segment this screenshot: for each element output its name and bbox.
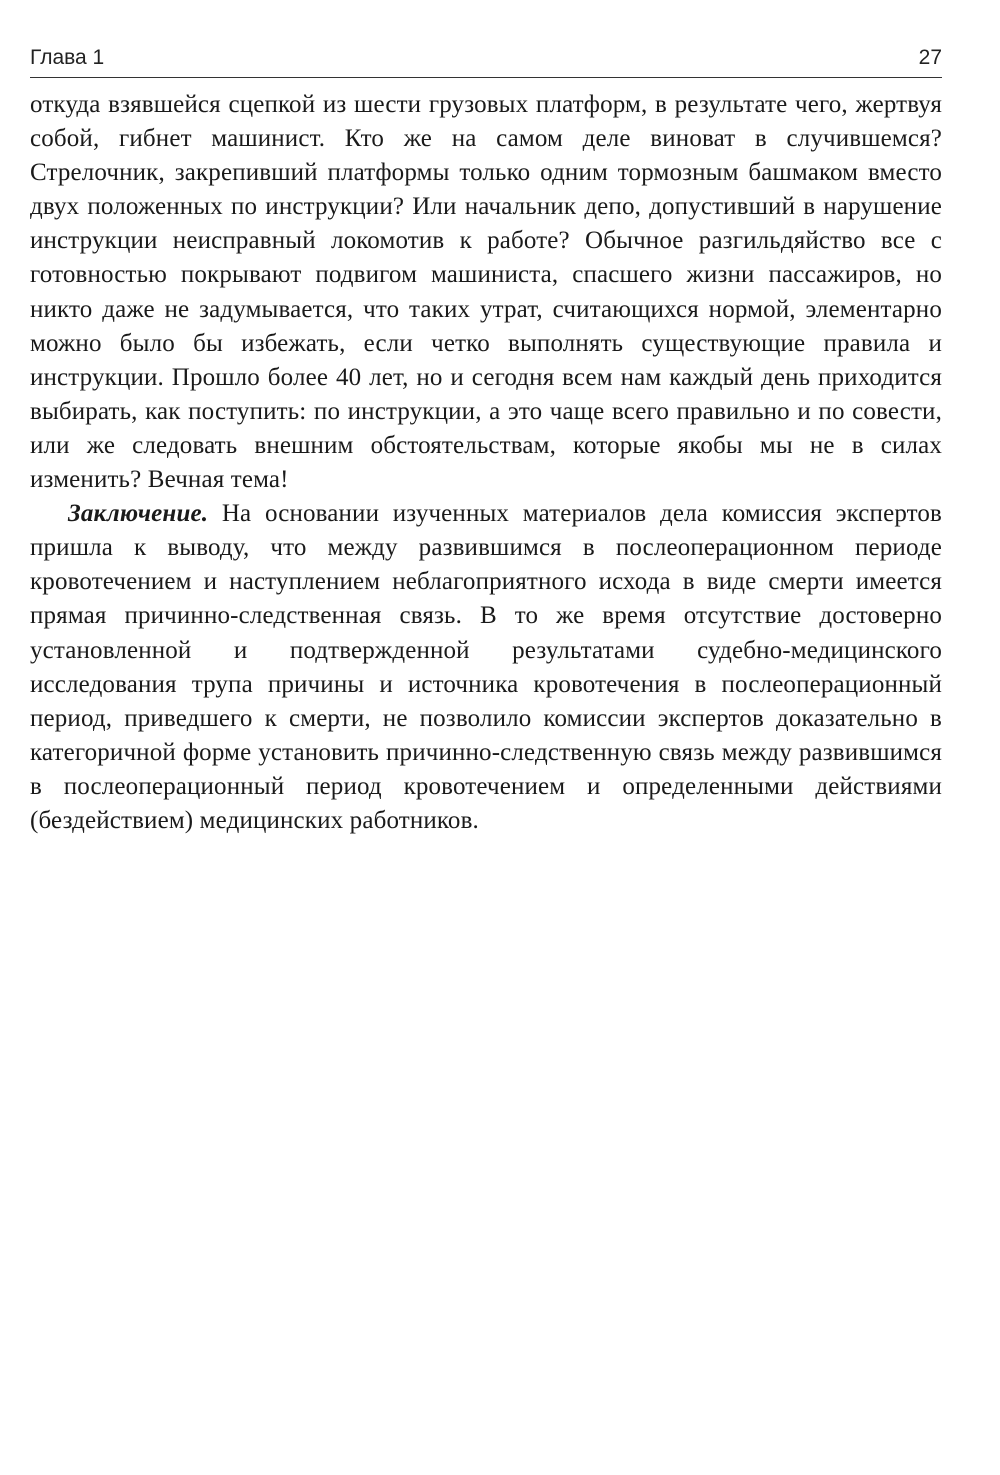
conclusion-label: Заключение. xyxy=(68,500,209,528)
header-divider xyxy=(30,77,942,78)
chapter-title: Глава 1 xyxy=(30,46,105,69)
running-head xyxy=(30,46,942,76)
paragraph-conclusion xyxy=(30,497,942,838)
page-body xyxy=(30,88,942,838)
page-number: 27 xyxy=(918,46,942,69)
paragraph-continued: откуда взявшейся сцепкой из шести грузовых платформ, в результате чего, жертвуя собой, гибнет машинист. Кто же на самом деле виноват в случившемся? Стрелочник, закрепивший платформы только одним тормозным башмаком вместо двух положенных по инструкции? Или начальник депо, допустивший в нарушение инструкции неисправный локомотив к работе? Обычное разгильдяйство все с готовностью покрывают подвигом машиниста, спасшего жизни пассажиров, но никто даже не задумывается, что таких утрат, считающихся нормой, элементарно можно было бы избежать, если четко выполнять существующие правила и инструкции. Прошло более 40 лет, но и сегодня всем нам каждый день приходится выбирать, как поступить: по инструкции, а это чаще всего правильно и по совести, или же следовать внешним обстоятельствам, которые якобы мы не в силах изменить? Вечная тема! xyxy=(30,91,942,494)
conclusion-text: На основании изученных материалов дела комиссия экспертов пришла к выводу, что между развившимся в послеоперационном периоде кровотечением и наступлением неблагоприятного исхода в виде смерти имеется прямая причинно-следственная связь. В то же время отсутствие достоверно установленной и подтвержденной результатами судебно-медицинского исследования трупа причины и источника кровотечения в послеоперационный период, приведшего к смерти, не позволило комиссии экспертов доказательно в категоричной форме установить причинно-следственную связь между развившимся в послеоперационный период кровотечением и определенными действиями (бездействием) медицинских работников. xyxy=(30,500,942,834)
